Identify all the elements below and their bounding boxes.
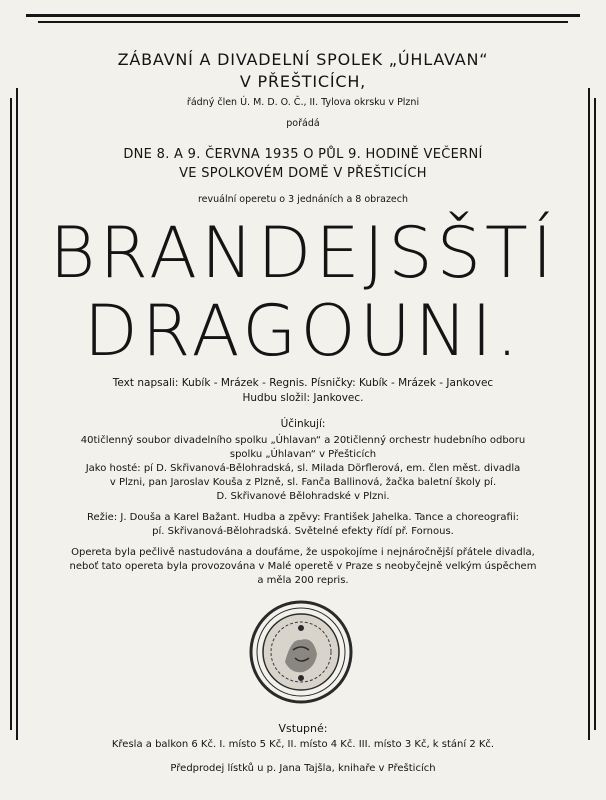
presale-line: Předprodej lístků u p. Jana Tajšla, knihaře v Přešticích xyxy=(170,763,436,774)
cast-line: D. Skřivanové Bělohradské v Plzni. xyxy=(216,491,390,502)
right-border-rule-inner xyxy=(588,88,590,740)
membership-line: řádný člen Ú. M. D. O. Č., II. Tylova okrsku v Plzni xyxy=(186,97,420,108)
title-line-1: BRANDEJSŠTÍ xyxy=(49,212,557,294)
notice-line: Opereta byla pečlivě nastudována a doufáme, že uspokojíme i nejnáročnější přátele divadla, xyxy=(71,547,535,558)
organization-name: ZÁBAVNÍ A DIVADELNÍ SPOLEK „ÚHLAVAN“ xyxy=(117,50,489,69)
left-border-rule-outer xyxy=(10,98,12,730)
cast-line: spolku „Úhlavan“ v Přešticích xyxy=(229,449,377,460)
left-border-rule-inner xyxy=(16,88,18,740)
notice-line: neboť tato opereta byla provozována v Malé operetě v Praze s neobyčejně velkým úspěchem xyxy=(69,561,537,572)
presents-line: pořádá xyxy=(286,118,320,129)
admission-heading: Vstupné: xyxy=(278,722,328,735)
cast-heading: Účinkují: xyxy=(280,418,326,430)
top-border-rule-inner xyxy=(38,21,568,23)
genre-line: revuální operetu o 3 jednáních a 8 obrazech xyxy=(197,194,409,205)
right-border-rule-outer xyxy=(594,98,596,730)
notice-line: a měla 200 repris. xyxy=(257,575,349,586)
admission-prices: Křesla a balkon 6 Kč. I. místo 5 Kč, II. místo 4 Kč. III. místo 3 Kč, k stání 2 Kč. xyxy=(111,739,495,750)
top-border-rule xyxy=(26,14,580,17)
cast-line: v Plzni, pan Jaroslav Kouša z Plzně, sl. Fanča Ballinová, žačka baletní školy pí. xyxy=(109,477,497,488)
event-venue: VE SPOLKOVÉM DOMĚ V PŘEŠTICÍCH xyxy=(179,166,427,181)
direction-line: Režie: J. Douša a Karel Bažant. Hudba a zpěvy: František Jahelka. Tance a choreografii: xyxy=(86,512,519,523)
round-stamp-seal-icon xyxy=(247,598,355,706)
direction-line: pí. Skřivanová-Bělohradská. Světelné efekty řídí př. Fornous. xyxy=(152,526,454,537)
title-line-2: DRAGOUNI. xyxy=(83,290,523,372)
cast-line: Jako hosté: pí D. Skřivanová-Bělohradská, sl. Milada Dörflerová, em. člen měst. divadla xyxy=(85,463,521,474)
event-date: DNE 8. A 9. ČERVNA 1935 O PŮL 9. HODINĚ VEČERNÍ xyxy=(123,147,483,162)
credits-music: Hudbu složil: Jankovec. xyxy=(242,392,364,404)
cast-line: 40tičlenný soubor divadelního spolku „Úhlavan“ a 20tičlenný orchestr hudebního odboru xyxy=(80,435,526,446)
credits-text: Text napsali: Kubík - Mrázek - Regnis. Písničky: Kubík - Mrázek - Jankovec xyxy=(112,377,494,389)
organization-town: V PŘEŠTICÍCH, xyxy=(239,72,367,91)
